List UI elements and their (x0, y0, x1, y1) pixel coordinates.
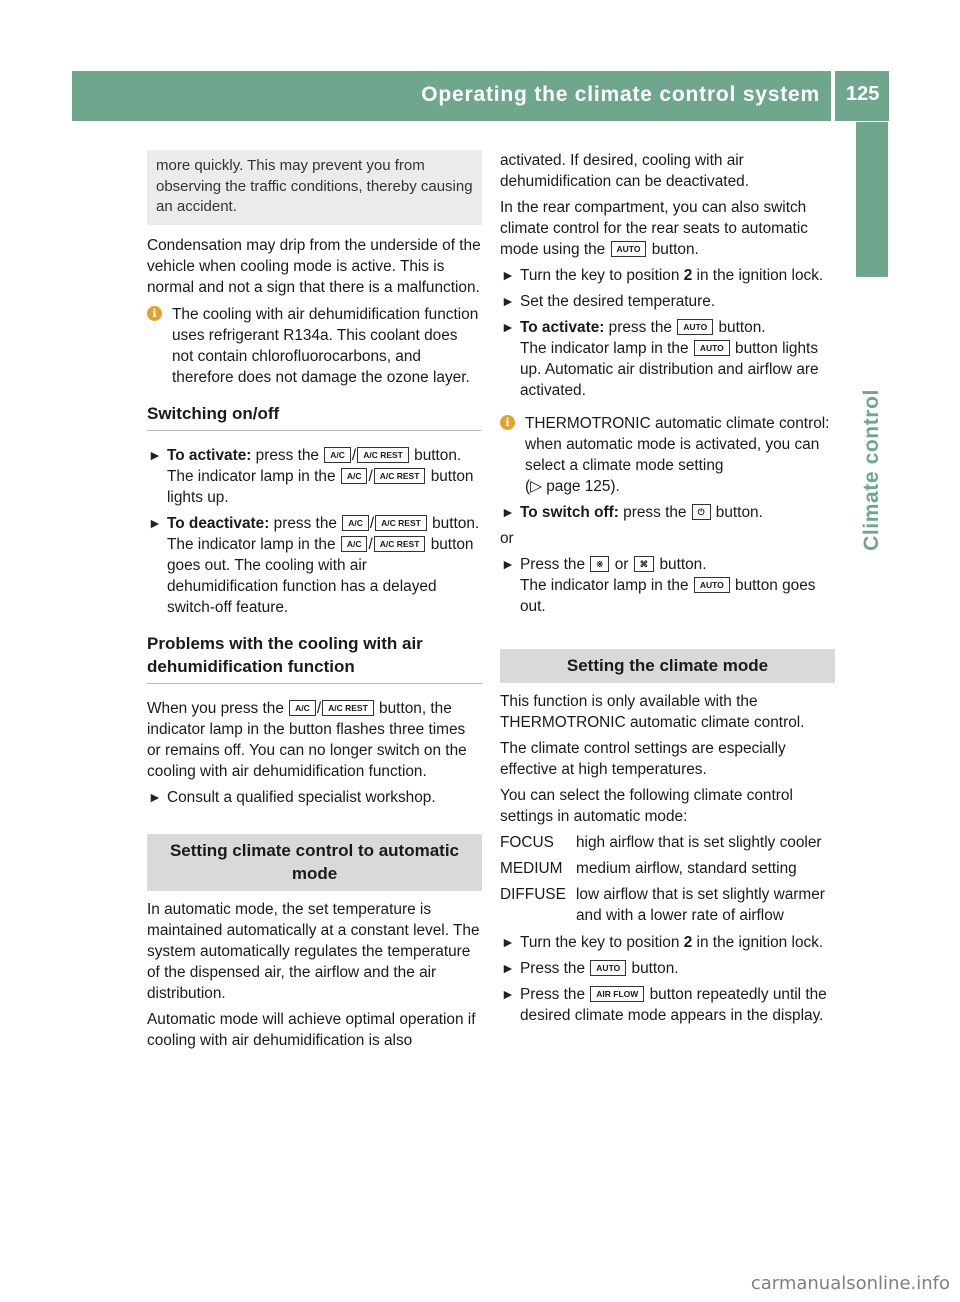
warning-box: more quickly. This may prevent you from observing the traffic conditions, thereby causing an accident. (147, 150, 482, 225)
header-separator (831, 71, 835, 121)
rear-paragraph (500, 197, 835, 260)
info-text: The cooling with air dehumidification function uses refrigerant R134a. This coolant does not contain chlorofluorocarbons, and therefore does not damage the ozone layer. (172, 305, 479, 386)
step-text: button. (718, 319, 766, 336)
step-deactivate: ► To deactivate: press the A/C / A/C REST button. The indicator lamp in the A/C / A/C REST button goes out. The cooling with air dehumidification function has a delayed switch-off feature. (148, 514, 480, 616)
key-position: 2 (683, 934, 693, 951)
info-text: THERMOTRONIC automatic climate control: when automatic mode is activated, you can select a climate mode setting (525, 415, 830, 474)
airflow-button-icon: AIR FLOW (590, 986, 644, 1002)
arrow-icon: ► (501, 319, 515, 335)
page-number: 125 (846, 83, 880, 105)
step-text: button repeatedly until the desired climate mode appears in the display. (520, 986, 827, 1024)
step-consult (147, 787, 482, 808)
mode-paragraph-3: You can select the following climate control settings in automatic mode: (500, 787, 793, 825)
ac-rest-button-icon: A/C REST (374, 536, 426, 552)
step-text: The indicator lamp in the (167, 535, 336, 553)
step-text: button. (631, 960, 679, 977)
step-text: button goes out. The cooling with air dehumidification function has a delayed switch-off feature. (167, 535, 474, 616)
para-text: In the rear compartment, you can also switch climate control for the rear seats to automatic mode using the (500, 199, 808, 258)
step-text: Turn the key to position (520, 934, 680, 951)
step-turn-key (500, 265, 835, 286)
definition-row (500, 884, 835, 926)
arrow-icon: ► (501, 960, 515, 976)
definition-desc: medium airflow, standard setting (576, 860, 797, 877)
definition-row (500, 858, 835, 879)
step-text: or (614, 556, 629, 573)
step-text: Set the desired temperature. (520, 293, 716, 310)
auto-button-icon: AUTO (590, 960, 626, 976)
step-text: The indicator lamp in the (520, 577, 689, 594)
heading-climate-mode: Setting the climate mode (500, 649, 835, 683)
problems-paragraph: When you press the A/C / A/C REST button, the indicator lamp in the button flashes three times or remains off. You can no longer switch on the cooling with air dehumidification function. (147, 699, 467, 780)
step-switch-off (500, 502, 835, 523)
definition-desc: high airflow that is set slightly cooler (576, 834, 822, 851)
arrow-icon: ► (501, 267, 515, 283)
arrow-icon: ► (501, 934, 515, 950)
step-text: button goes out. (520, 577, 816, 615)
arrow-icon: ► (148, 446, 162, 463)
mode-definitions (500, 832, 835, 926)
watermark: carmanualsonline.info (750, 1273, 950, 1294)
info-note (500, 413, 835, 497)
step-press-min-max (500, 554, 835, 617)
step-text: in the ignition lock. (696, 267, 824, 284)
step-text: button lights up. Automatic air distribution and airflow are activated. (520, 340, 819, 399)
left-column (147, 150, 482, 1056)
arrow-icon: ► (501, 293, 515, 309)
para-text: button. (651, 241, 699, 258)
heading-switching: Switching on/off (147, 402, 482, 431)
step-label: To activate: (520, 319, 605, 336)
step-text: press the (255, 446, 319, 464)
arrow-icon: ► (501, 556, 515, 572)
step-text: press the (608, 319, 672, 336)
ac-button-icon: A/C (289, 700, 316, 716)
mode-paragraph-2: The climate control settings are especially effective at high temperatures. (500, 740, 786, 778)
para-text: When you press the (147, 699, 284, 717)
max-airflow-button-icon: ⌘ (634, 556, 655, 572)
arrow-icon: ► (148, 788, 162, 805)
para-text: button, the indicator lamp in the button flashes three times or remains off. You can no longer switch on the cooling with air dehumidification function. (147, 699, 467, 780)
definition-term: FOCUS (500, 834, 554, 851)
step-text: in the ignition lock. (696, 934, 824, 951)
ac-rest-button-icon: A/C REST (357, 447, 409, 463)
page-reference: (▷ page 125). (525, 478, 620, 495)
ac-button-icon: A/C (341, 536, 368, 552)
definition-row (500, 832, 835, 853)
step-press-airflow (500, 984, 835, 1026)
auto-button-icon: AUTO (694, 340, 730, 356)
right-column (500, 150, 835, 1031)
key-position: 2 (683, 267, 693, 284)
side-tab-marker (856, 122, 888, 277)
definition-desc: low airflow that is set slightly warmer and with a lower rate of airflow (576, 886, 825, 924)
arrow-icon: ► (501, 986, 515, 1002)
heading-problems: Problems with the cooling with air dehumidification function (147, 632, 482, 684)
step-activate: ► To activate: press the A/C / A/C REST button. The indicator lamp in the A/C / A/C REST button lights up. (148, 446, 474, 506)
step-text: button. (715, 504, 763, 521)
step-text: button. (432, 514, 480, 532)
definition-term: MEDIUM (500, 860, 563, 877)
min-airflow-button-icon: ※ (590, 556, 609, 572)
mode-paragraph-1: This function is only available with the THERMOTRONIC automatic climate control. (500, 693, 805, 731)
or-text: or (500, 530, 514, 547)
page-title: Operating the climate control system (421, 83, 820, 106)
step-set-temp (500, 291, 835, 312)
step-text: Consult a qualified specialist workshop. (167, 788, 436, 806)
step-text: The indicator lamp in the (520, 340, 689, 357)
auto-button-icon: AUTO (677, 319, 713, 335)
step-label: To switch off: (520, 504, 619, 521)
step-text: button. (414, 446, 462, 464)
ac-rest-button-icon: A/C REST (374, 468, 426, 484)
step-text: Press the (520, 556, 586, 573)
step-text: Press the (520, 960, 586, 977)
info-icon: i (147, 306, 162, 321)
auto-paragraph-1: In automatic mode, the set temperature is maintained automatically at a constant level. The system automatically regulates the temperature of the dispensed air, the airflow and the air distribution. (147, 900, 480, 1002)
step-label: To activate: (167, 446, 252, 464)
ac-button-icon: A/C (341, 468, 368, 484)
step-text: Turn the key to position (520, 267, 680, 284)
step-turn-key-2 (500, 932, 835, 953)
condensation-paragraph: Condensation may drip from the underside of the vehicle when cooling mode is active. This is normal and not a sign that there is a malfunction. (147, 236, 481, 296)
step-text: press the (623, 504, 687, 521)
step-label: To deactivate: (167, 514, 270, 532)
step-activate-auto (500, 317, 835, 401)
off-button-icon: ⏻ (692, 504, 711, 520)
heading-automatic: Setting climate control to automatic mode (147, 834, 482, 891)
step-text: button lights up. (167, 467, 474, 506)
ac-rest-button-icon: A/C REST (375, 515, 427, 531)
side-tab-label: Climate control (860, 389, 883, 551)
arrow-icon: ► (148, 514, 162, 531)
auto-button-icon: AUTO (611, 241, 647, 257)
ac-rest-button-icon: A/C REST (322, 700, 374, 716)
step-text: press the (273, 514, 337, 532)
definition-term: DIFFUSE (500, 886, 566, 903)
auto-button-icon: AUTO (694, 577, 730, 593)
side-tab (856, 290, 888, 650)
info-icon: i (500, 415, 515, 430)
step-press-auto (500, 958, 835, 979)
step-text: The indicator lamp in the (167, 467, 336, 485)
step-text: Press the (520, 986, 586, 1003)
arrow-icon: ► (501, 504, 515, 520)
ac-button-icon: A/C (324, 447, 351, 463)
step-text: button. (659, 556, 707, 573)
info-note (147, 304, 482, 388)
ac-button-icon: A/C (342, 515, 369, 531)
dehumid-paragraph: activated. If desired, cooling with air dehumidification can be deactivated. (500, 152, 749, 190)
auto-paragraph-2: Automatic mode will achieve optimal operation if cooling with air dehumidification is also (147, 1010, 476, 1049)
